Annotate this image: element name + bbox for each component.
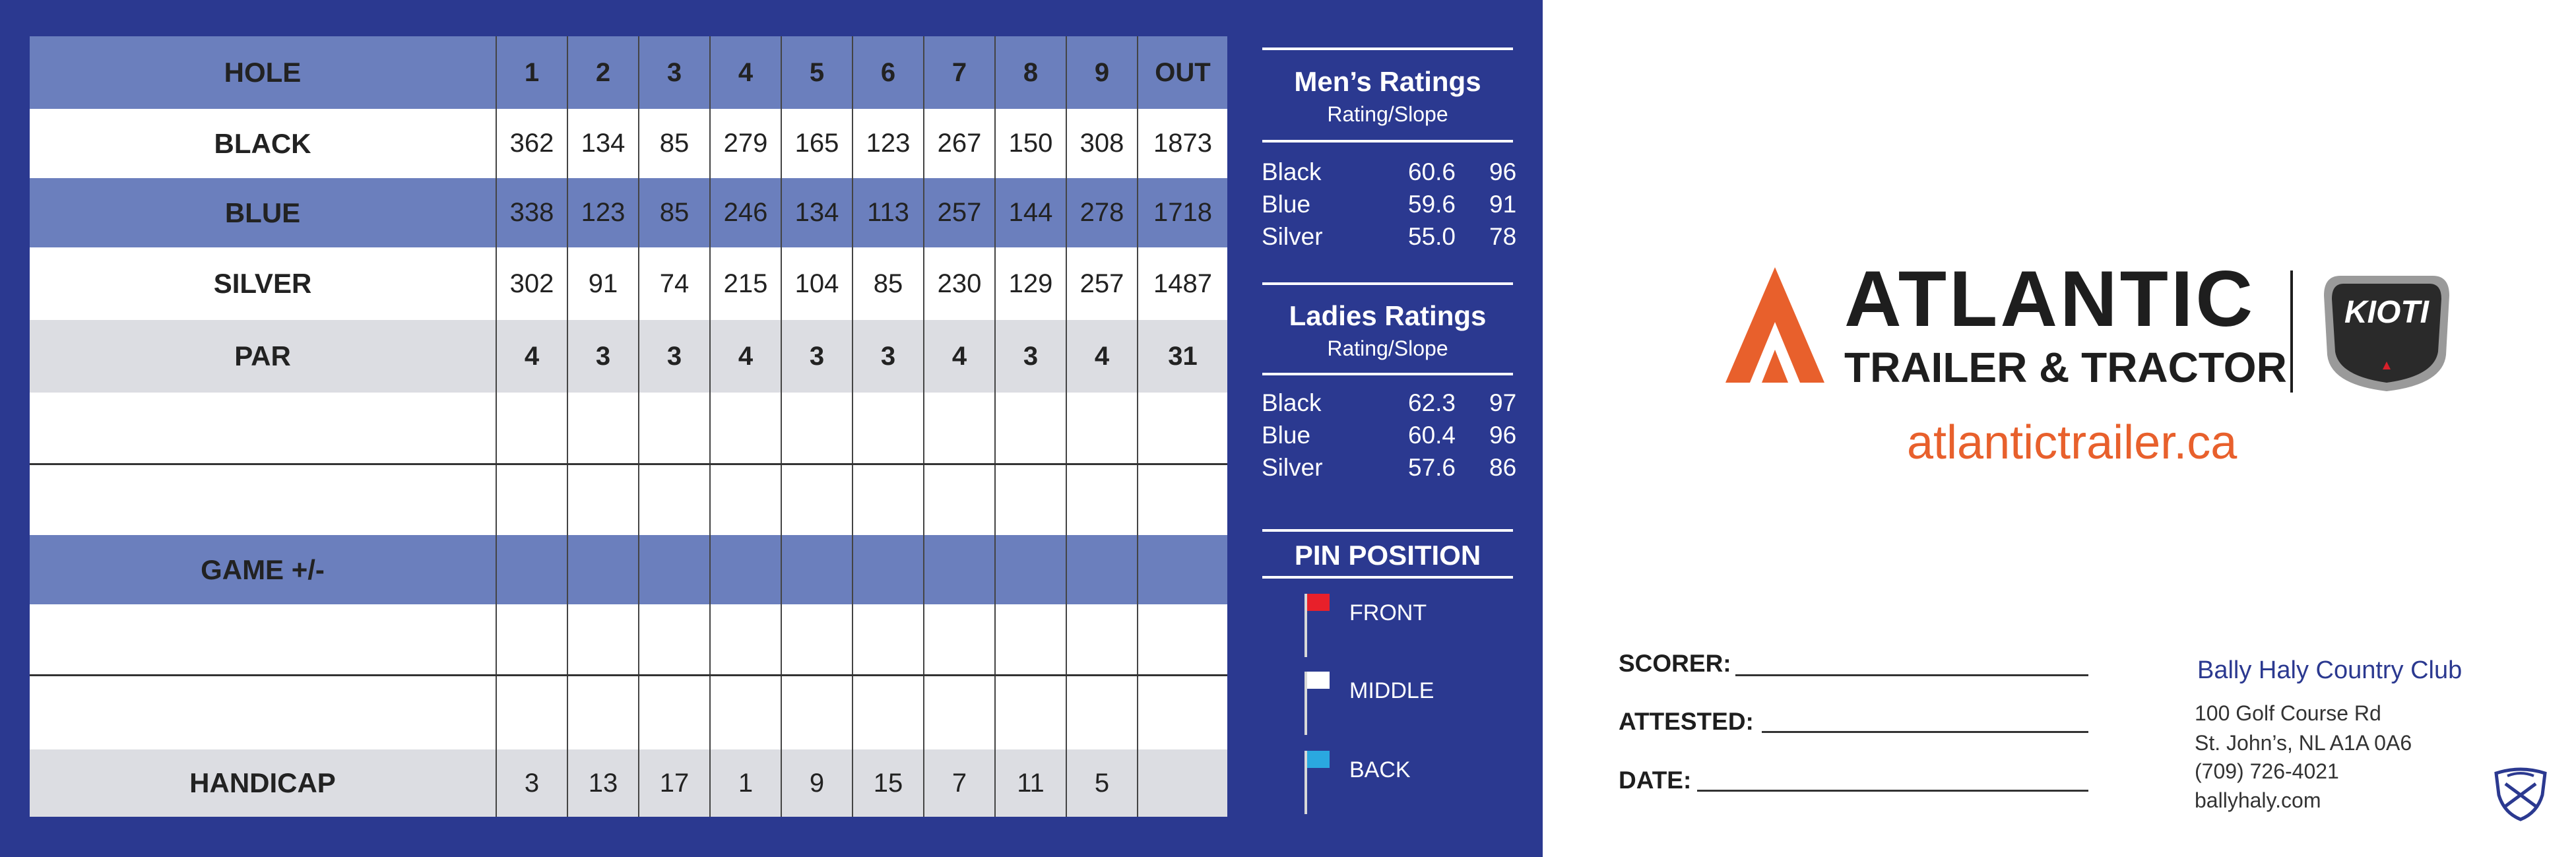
score-cell[interactable] <box>853 675 924 749</box>
out-label: OUT <box>1138 36 1227 109</box>
slope-value: 97 <box>1489 389 1517 416</box>
pin-middle <box>1303 670 1541 736</box>
par-row <box>30 320 1227 393</box>
score-entry-row <box>30 393 1227 464</box>
sponsor-website[interactable]: atlantictrailer.ca <box>1907 416 2238 469</box>
yardage-cell: 267 <box>924 109 995 178</box>
pin-label: BACK <box>1349 757 1411 782</box>
sponsor-name: ATLANTIC <box>1844 255 2255 343</box>
game-cell[interactable] <box>710 535 781 604</box>
pin-position-title: PIN POSITION <box>1294 540 1481 571</box>
score-cell[interactable] <box>1066 604 1138 675</box>
slope-value: 78 <box>1489 223 1517 250</box>
logo-divider <box>2290 270 2293 393</box>
score-entry-row <box>30 675 1227 749</box>
handicap-label: HANDICAP <box>30 749 496 817</box>
mens-rating-row <box>1262 191 1539 222</box>
yardage-cell: 85 <box>853 247 924 320</box>
tee-name: Silver <box>1262 454 1323 481</box>
yardage-cell: 74 <box>639 247 710 320</box>
mens-ratings-title: Men’s Ratings <box>1294 66 1481 97</box>
score-cell[interactable] <box>853 604 924 675</box>
par-total: 31 <box>1138 320 1227 393</box>
yardage-cell: 150 <box>995 109 1066 178</box>
hole-number: 3 <box>639 36 710 109</box>
score-cell[interactable] <box>639 604 710 675</box>
yardage-cell: 104 <box>781 247 853 320</box>
yardage-cell: 338 <box>496 178 567 247</box>
yardage-cell: 165 <box>781 109 853 178</box>
game-cell[interactable] <box>496 535 567 604</box>
score-cell[interactable] <box>496 675 567 749</box>
handicap-cell: 9 <box>781 749 853 817</box>
score-cell[interactable] <box>710 675 781 749</box>
game-cell[interactable] <box>639 535 710 604</box>
score-cell[interactable] <box>567 675 639 749</box>
kioti-wordmark: KIOTI <box>2344 295 2429 330</box>
yardage-cell: 257 <box>1066 247 1138 320</box>
score-cell[interactable] <box>995 604 1066 675</box>
yardage-cell: 246 <box>710 178 781 247</box>
score-cell[interactable] <box>639 393 710 464</box>
rating-value: 55.0 <box>1408 223 1456 250</box>
score-cell[interactable] <box>781 464 853 535</box>
game-cell[interactable] <box>1138 535 1227 604</box>
ladies-rating-row <box>1262 422 1539 453</box>
score-cell[interactable] <box>1066 464 1138 535</box>
game-cell[interactable] <box>995 535 1066 604</box>
score-cell[interactable] <box>924 464 995 535</box>
score-total-cell[interactable] <box>1138 675 1227 749</box>
hole-number: 2 <box>567 36 639 109</box>
rating-value: 62.3 <box>1408 389 1456 416</box>
yardage-cell: 278 <box>1066 178 1138 247</box>
ladies-ratings-subtitle: Rating/Slope <box>1327 336 1448 360</box>
tee-name: Black <box>1262 158 1322 185</box>
yardage-cell: 362 <box>496 109 567 178</box>
par-cell: 3 <box>853 320 924 393</box>
player-name-cell[interactable] <box>30 464 496 535</box>
score-table <box>30 36 1227 817</box>
hole-number: 6 <box>853 36 924 109</box>
rating-value: 57.6 <box>1408 454 1456 481</box>
atlantic-a-logo-icon <box>1722 264 1828 386</box>
score-cell[interactable] <box>567 604 639 675</box>
game-cell[interactable] <box>924 535 995 604</box>
ladies-ratings-title: Ladies Ratings <box>1289 300 1487 331</box>
score-total-cell[interactable] <box>1138 464 1227 535</box>
tee-label: BLACK <box>30 109 496 178</box>
date-label: DATE: <box>1619 767 1692 794</box>
par-cell: 3 <box>995 320 1066 393</box>
scorer-label: SCORER: <box>1619 650 1731 677</box>
score-cell[interactable] <box>710 393 781 464</box>
hole-number: 4 <box>710 36 781 109</box>
club-name: Bally Haly Country Club <box>2197 656 2463 684</box>
handicap-cell: 7 <box>924 749 995 817</box>
handicap-cell: 3 <box>496 749 567 817</box>
pin-front <box>1303 592 1541 658</box>
yardage-cell: 123 <box>567 178 639 247</box>
divider <box>1262 282 1513 285</box>
club-address-line-2: St. John’s, NL A1A 0A6 <box>2195 731 2412 755</box>
yardage-cell: 257 <box>924 178 995 247</box>
player-name-cell[interactable] <box>30 675 496 749</box>
score-cell[interactable] <box>924 604 995 675</box>
divider <box>1262 373 1513 375</box>
handicap-cell: 13 <box>567 749 639 817</box>
divider <box>1262 48 1513 50</box>
game-cell[interactable] <box>853 535 924 604</box>
mens-ratings-subtitle: Rating/Slope <box>1327 102 1448 126</box>
ladies-rating-row <box>1262 454 1539 486</box>
par-cell: 4 <box>1066 320 1138 393</box>
par-label: PAR <box>30 320 496 393</box>
club-website: ballyhaly.com <box>2195 788 2321 812</box>
hole-number: 9 <box>1066 36 1138 109</box>
kioti-badge-icon <box>2321 269 2453 395</box>
tee-label: SILVER <box>30 247 496 320</box>
handicap-cell: 1 <box>710 749 781 817</box>
score-cell[interactable] <box>1066 675 1138 749</box>
slope-value: 96 <box>1489 158 1517 185</box>
rating-value: 59.6 <box>1408 191 1456 218</box>
handicap-cell: 11 <box>995 749 1066 817</box>
yardage-total: 1487 <box>1138 247 1227 320</box>
yardage-cell: 85 <box>639 178 710 247</box>
tee-name: Blue <box>1262 422 1311 449</box>
game-row <box>30 535 1227 604</box>
yardage-cell: 113 <box>853 178 924 247</box>
score-cell[interactable] <box>710 464 781 535</box>
yardage-cell: 144 <box>995 178 1066 247</box>
yardage-cell: 134 <box>781 178 853 247</box>
pin-label: MIDDLE <box>1349 678 1434 703</box>
par-cell: 3 <box>781 320 853 393</box>
sponsor-tagline: TRAILER & TRACTOR <box>1844 344 2287 391</box>
black-tee-row <box>30 109 1227 178</box>
pin-back <box>1303 749 1541 815</box>
par-cell: 4 <box>496 320 567 393</box>
rating-value: 60.6 <box>1408 158 1456 185</box>
game-cell[interactable] <box>781 535 853 604</box>
yardage-cell: 308 <box>1066 109 1138 178</box>
club-crest-icon <box>2491 765 2550 821</box>
tee-label: BLUE <box>30 178 496 247</box>
yardage-cell: 85 <box>639 109 710 178</box>
yardage-cell: 129 <box>995 247 1066 320</box>
score-total-cell[interactable] <box>1138 393 1227 464</box>
par-cell: 4 <box>924 320 995 393</box>
player-name-cell[interactable] <box>30 604 496 675</box>
score-cell[interactable] <box>924 393 995 464</box>
rating-value: 60.4 <box>1408 422 1456 449</box>
red-flag-icon <box>1303 592 1343 658</box>
hole-row <box>30 36 1227 109</box>
score-cell[interactable] <box>781 675 853 749</box>
yardage-cell: 230 <box>924 247 995 320</box>
score-cell[interactable] <box>995 675 1066 749</box>
attested-signature-line[interactable] <box>1762 731 2088 733</box>
score-cell[interactable] <box>781 393 853 464</box>
slope-value: 91 <box>1489 191 1517 218</box>
score-cell[interactable] <box>567 393 639 464</box>
blue-tee-row <box>30 178 1227 247</box>
handicap-cell: 15 <box>853 749 924 817</box>
tee-name: Blue <box>1262 191 1311 218</box>
date-line[interactable] <box>1697 790 2088 792</box>
hole-number: 8 <box>995 36 1066 109</box>
score-cell[interactable] <box>853 464 924 535</box>
player-name-cell[interactable] <box>30 393 496 464</box>
yardage-cell: 279 <box>710 109 781 178</box>
yardage-cell: 302 <box>496 247 567 320</box>
game-cell[interactable] <box>1066 535 1138 604</box>
hole-number: 7 <box>924 36 995 109</box>
mens-rating-row <box>1262 158 1539 190</box>
handicap-total <box>1138 749 1227 817</box>
par-cell: 4 <box>710 320 781 393</box>
blue-flag-icon <box>1303 749 1343 815</box>
score-cell[interactable] <box>567 464 639 535</box>
hole-number: 1 <box>496 36 567 109</box>
par-cell: 3 <box>639 320 710 393</box>
divider <box>1262 576 1513 579</box>
yardage-total: 1718 <box>1138 178 1227 247</box>
score-total-cell[interactable] <box>1138 604 1227 675</box>
ladies-rating-row <box>1262 389 1539 421</box>
score-cell[interactable] <box>995 464 1066 535</box>
score-cell[interactable] <box>853 393 924 464</box>
score-cell[interactable] <box>1066 393 1138 464</box>
handicap-row <box>30 749 1227 817</box>
yardage-cell: 215 <box>710 247 781 320</box>
hole-number: 5 <box>781 36 853 109</box>
mens-rating-row <box>1262 223 1539 255</box>
score-cell[interactable] <box>781 604 853 675</box>
attested-label: ATTESTED: <box>1619 708 1754 735</box>
score-entry-row <box>30 464 1227 535</box>
slope-value: 96 <box>1489 422 1517 449</box>
score-entry-row <box>30 604 1227 675</box>
divider <box>1262 140 1513 143</box>
scorer-signature-line[interactable] <box>1735 674 2088 676</box>
silver-tee-row <box>30 247 1227 320</box>
score-cell[interactable] <box>995 393 1066 464</box>
yardage-cell: 134 <box>567 109 639 178</box>
score-cell[interactable] <box>639 675 710 749</box>
tee-name: Silver <box>1262 223 1323 250</box>
score-cell[interactable] <box>496 464 567 535</box>
game-cell[interactable] <box>567 535 639 604</box>
handicap-cell: 17 <box>639 749 710 817</box>
score-cell[interactable] <box>496 604 567 675</box>
score-cell[interactable] <box>710 604 781 675</box>
score-cell[interactable] <box>496 393 567 464</box>
handicap-cell: 5 <box>1066 749 1138 817</box>
yardage-total: 1873 <box>1138 109 1227 178</box>
white-flag-icon <box>1303 670 1343 736</box>
club-phone: (709) 726-4021 <box>2195 759 2339 783</box>
divider <box>1262 529 1513 532</box>
hole-label: HOLE <box>30 36 496 109</box>
club-address-line-1: 100 Golf Course Rd <box>2195 701 2381 725</box>
yardage-cell: 91 <box>567 247 639 320</box>
score-cell[interactable] <box>639 464 710 535</box>
pin-label: FRONT <box>1349 600 1427 625</box>
game-label: GAME +/- <box>30 535 496 604</box>
par-cell: 3 <box>567 320 639 393</box>
tee-name: Black <box>1262 389 1322 416</box>
slope-value: 86 <box>1489 454 1517 481</box>
score-cell[interactable] <box>924 675 995 749</box>
yardage-cell: 123 <box>853 109 924 178</box>
